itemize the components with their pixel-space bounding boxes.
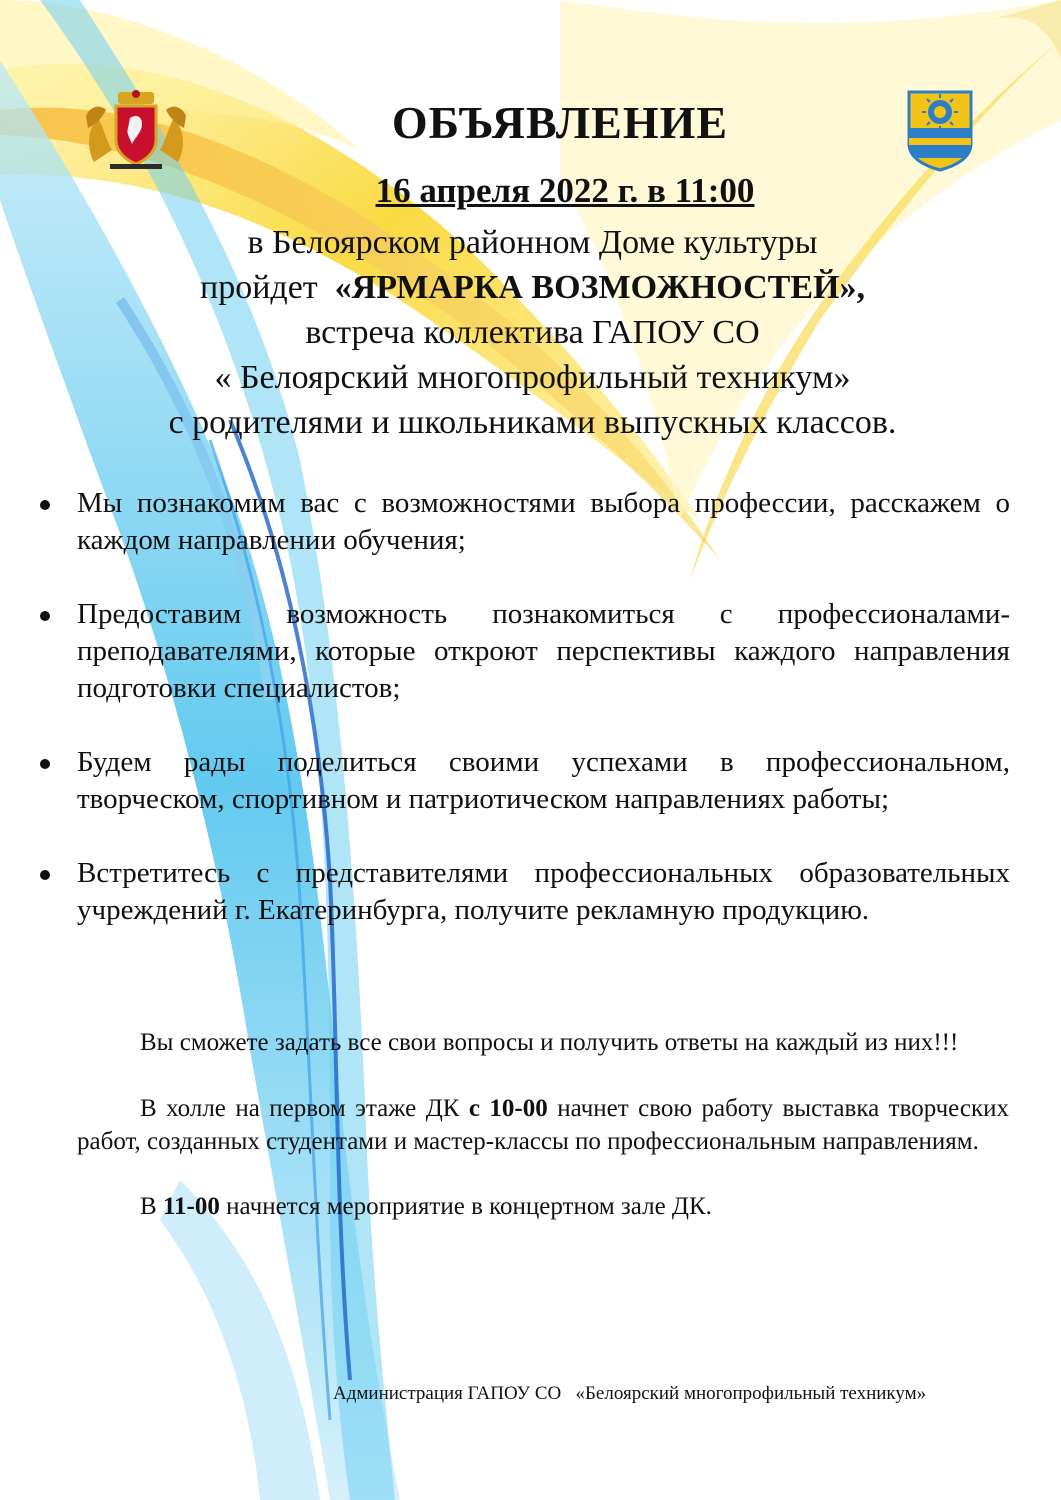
event-start-text: начнется мероприятие в концертном зале ДК. (219, 1193, 712, 1220)
intro-line-event (60, 265, 1005, 310)
bullet-text: Предоставим возможность познакомиться с профессионалами-преподавателями, которые откроют перспективы каждого направления подготовки специалистов; (77, 598, 1010, 704)
list-item (28, 744, 1010, 818)
event-start-time: 11-00 (162, 1193, 220, 1220)
list-item (28, 596, 1010, 707)
page-title: ОБЪЯВЛЕНИЕ (391, 97, 729, 148)
exhibition-time: с 10-00 (468, 1095, 548, 1122)
intro-event-prefix: пройдет (200, 269, 318, 306)
bullet-text: Мы познакомим вас с возможностями выбора профессии, расскажем о каждом направлении обучения; (77, 487, 1010, 556)
intro-line-audience: с родителями и школьниками выпускных классов. (168, 404, 897, 441)
bullet-dot-icon (40, 500, 50, 510)
bullet-list (28, 485, 1010, 966)
questions-paragraph (77, 1026, 1009, 1059)
intro-block (60, 220, 1005, 445)
bullet-text: Встретитесь с представителями профессиональных образовательных учреждений г. Екатеринбурга, получите рекламную продукцию. (77, 857, 1010, 926)
list-item (28, 485, 1010, 559)
event-start-prefix: В (140, 1193, 163, 1220)
bullet-dot-icon (40, 611, 50, 621)
event-name: «ЯРМАРКА ВОЗМОЖНОСТЕЙ», (334, 269, 865, 306)
exhibition-text-end: начнет свою работу выставка творческих работ, созданных студентами и мастер-классы по профессиональным направлениям. (77, 1095, 1009, 1155)
bullet-dot-icon (40, 870, 50, 880)
list-item (28, 855, 1010, 929)
bullet-text: Будем рады поделиться своими успехами в профессиональном, творческом, спортивном и патриотическом направлениях работы; (77, 746, 1010, 815)
event-start-paragraph (77, 1190, 1009, 1223)
bullet-dot-icon (40, 759, 50, 769)
footer-signature: Администрация ГАПОУ СО «Белоярский многопрофильный техникум» (333, 1383, 927, 1404)
event-date: 16 апреля 2022 г. в 11:00 (375, 171, 755, 210)
intro-line-venue: в Белоярском районном Доме культуры (247, 224, 818, 261)
questions-text: Вы сможете задать все свои вопросы и получить ответы на каждый из них!!! (140, 1029, 959, 1056)
exhibition-paragraph (77, 1092, 1009, 1158)
intro-line-college: « Белоярский многопрофильный техникум» (214, 359, 851, 396)
exhibition-text-start: В холле на первом этаже ДК (140, 1095, 469, 1122)
intro-line-meeting: встреча коллектива ГАПОУ СО (305, 314, 760, 351)
